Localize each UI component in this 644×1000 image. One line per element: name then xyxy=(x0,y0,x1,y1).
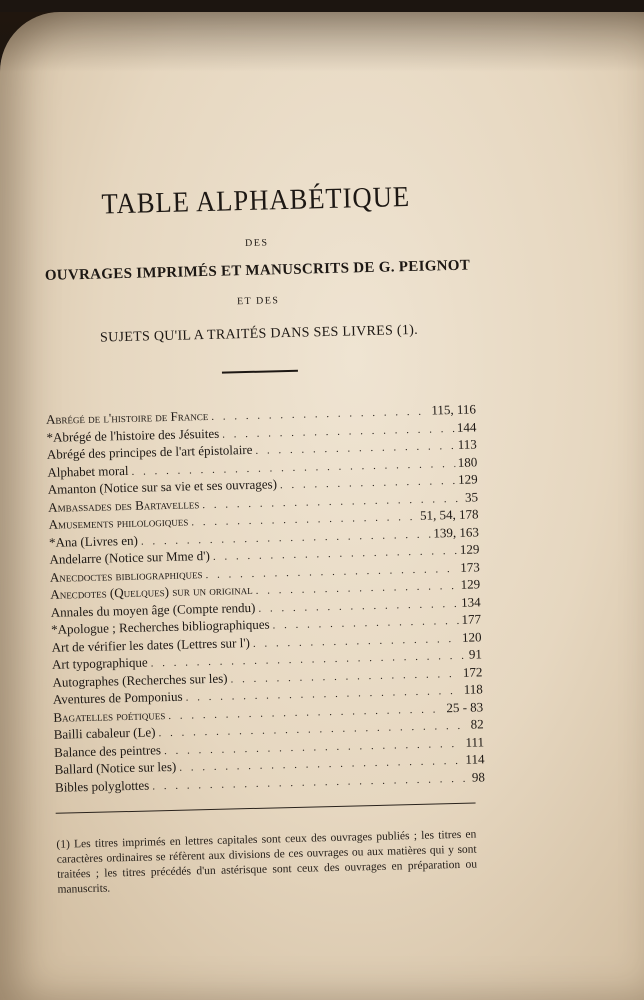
index-entry: Abrégé des principes de l'art épistolaire . . . 113 xyxy=(47,436,477,464)
book-page xyxy=(0,12,644,1000)
heading-subtitle-2: SUJETS QU'IL A TRAITÉS DANS SES LIVRES (1). xyxy=(99,322,419,346)
index-entry: *Abrégé de l'histoire des Jésuites . . . 144 xyxy=(46,419,476,447)
heading-et-des: ET DES xyxy=(236,295,280,308)
index-entry: Bailli cabaleur (Le) . . . 82 xyxy=(54,716,484,744)
index-entry: Abrégé de l'histoire de France . . . 115, 116 xyxy=(46,401,476,429)
index-entry: Autographes (Recherches sur les) . . . 172 xyxy=(52,664,482,692)
index-entry: *Apologue ; Recherches bibliographiques . . . 177 xyxy=(51,611,481,639)
index-entry: Aventures de Pomponius . . . 118 xyxy=(53,681,483,709)
index-entry: Bibles polyglottes . . . 98 xyxy=(55,769,485,797)
index-entry: Bagatelles poétiques . . . 25 - 83 xyxy=(53,699,483,727)
heading-des: DES xyxy=(244,237,269,250)
index-entry: Ballard (Notice sur les) . . . 114 xyxy=(54,751,484,779)
footnote: (1) Les titres imprimés en lettres capitales sont ceux des ouvrages publiés ; les titres en caractères ordinaires se réfèrent aux divisions de ces ouvrages ou aux matières qui y sont traitées ; les titres précédés d'un astérisque sont ceux des ouvrages en préparation ou manuscrits. xyxy=(56,828,478,896)
page-title: TABLE ALPHABÉTIQUE xyxy=(101,180,411,221)
index-entry: Annales du moyen âge (Compte rendu) . . . 134 xyxy=(51,594,481,622)
index-entry: Anecdoctes bibliographiques . . . 173 xyxy=(50,559,480,587)
page-shadow xyxy=(0,12,644,72)
index-entry: Andelarre (Notice sur Mme d') . . . 129 xyxy=(49,541,479,569)
index-entry: Amusements philologiques . . . 51, 54, 178 xyxy=(48,506,478,534)
index-entry: Art typographique . . . 91 xyxy=(52,646,482,674)
index-entry: Anecdotes (Quelques) sur un original . . . 129 xyxy=(50,576,480,604)
index-entry: Amanton (Notice sur sa vie et ses ouvrages) . . . 129 xyxy=(48,471,478,499)
footnote-rule xyxy=(56,803,476,814)
index-entries xyxy=(46,401,485,796)
index-entry: Balance des peintres . . . 111 xyxy=(54,734,484,762)
page-content xyxy=(40,161,488,897)
index-entry: *Ana (Livres en) . . . 139, 163 xyxy=(49,524,479,552)
index-entry: Art de vérifier les dates (Lettres sur l') . . . 120 xyxy=(51,629,481,657)
index-entry: Alphabet moral . . . 180 xyxy=(47,454,477,482)
index-entry: Ambassades des Bartavelles . . . 35 xyxy=(48,489,478,517)
heading-subtitle: OUVRAGES IMPRIMÉS ET MANUSCRITS DE G. PEIGNOT xyxy=(44,257,471,284)
title-rule xyxy=(222,370,298,374)
